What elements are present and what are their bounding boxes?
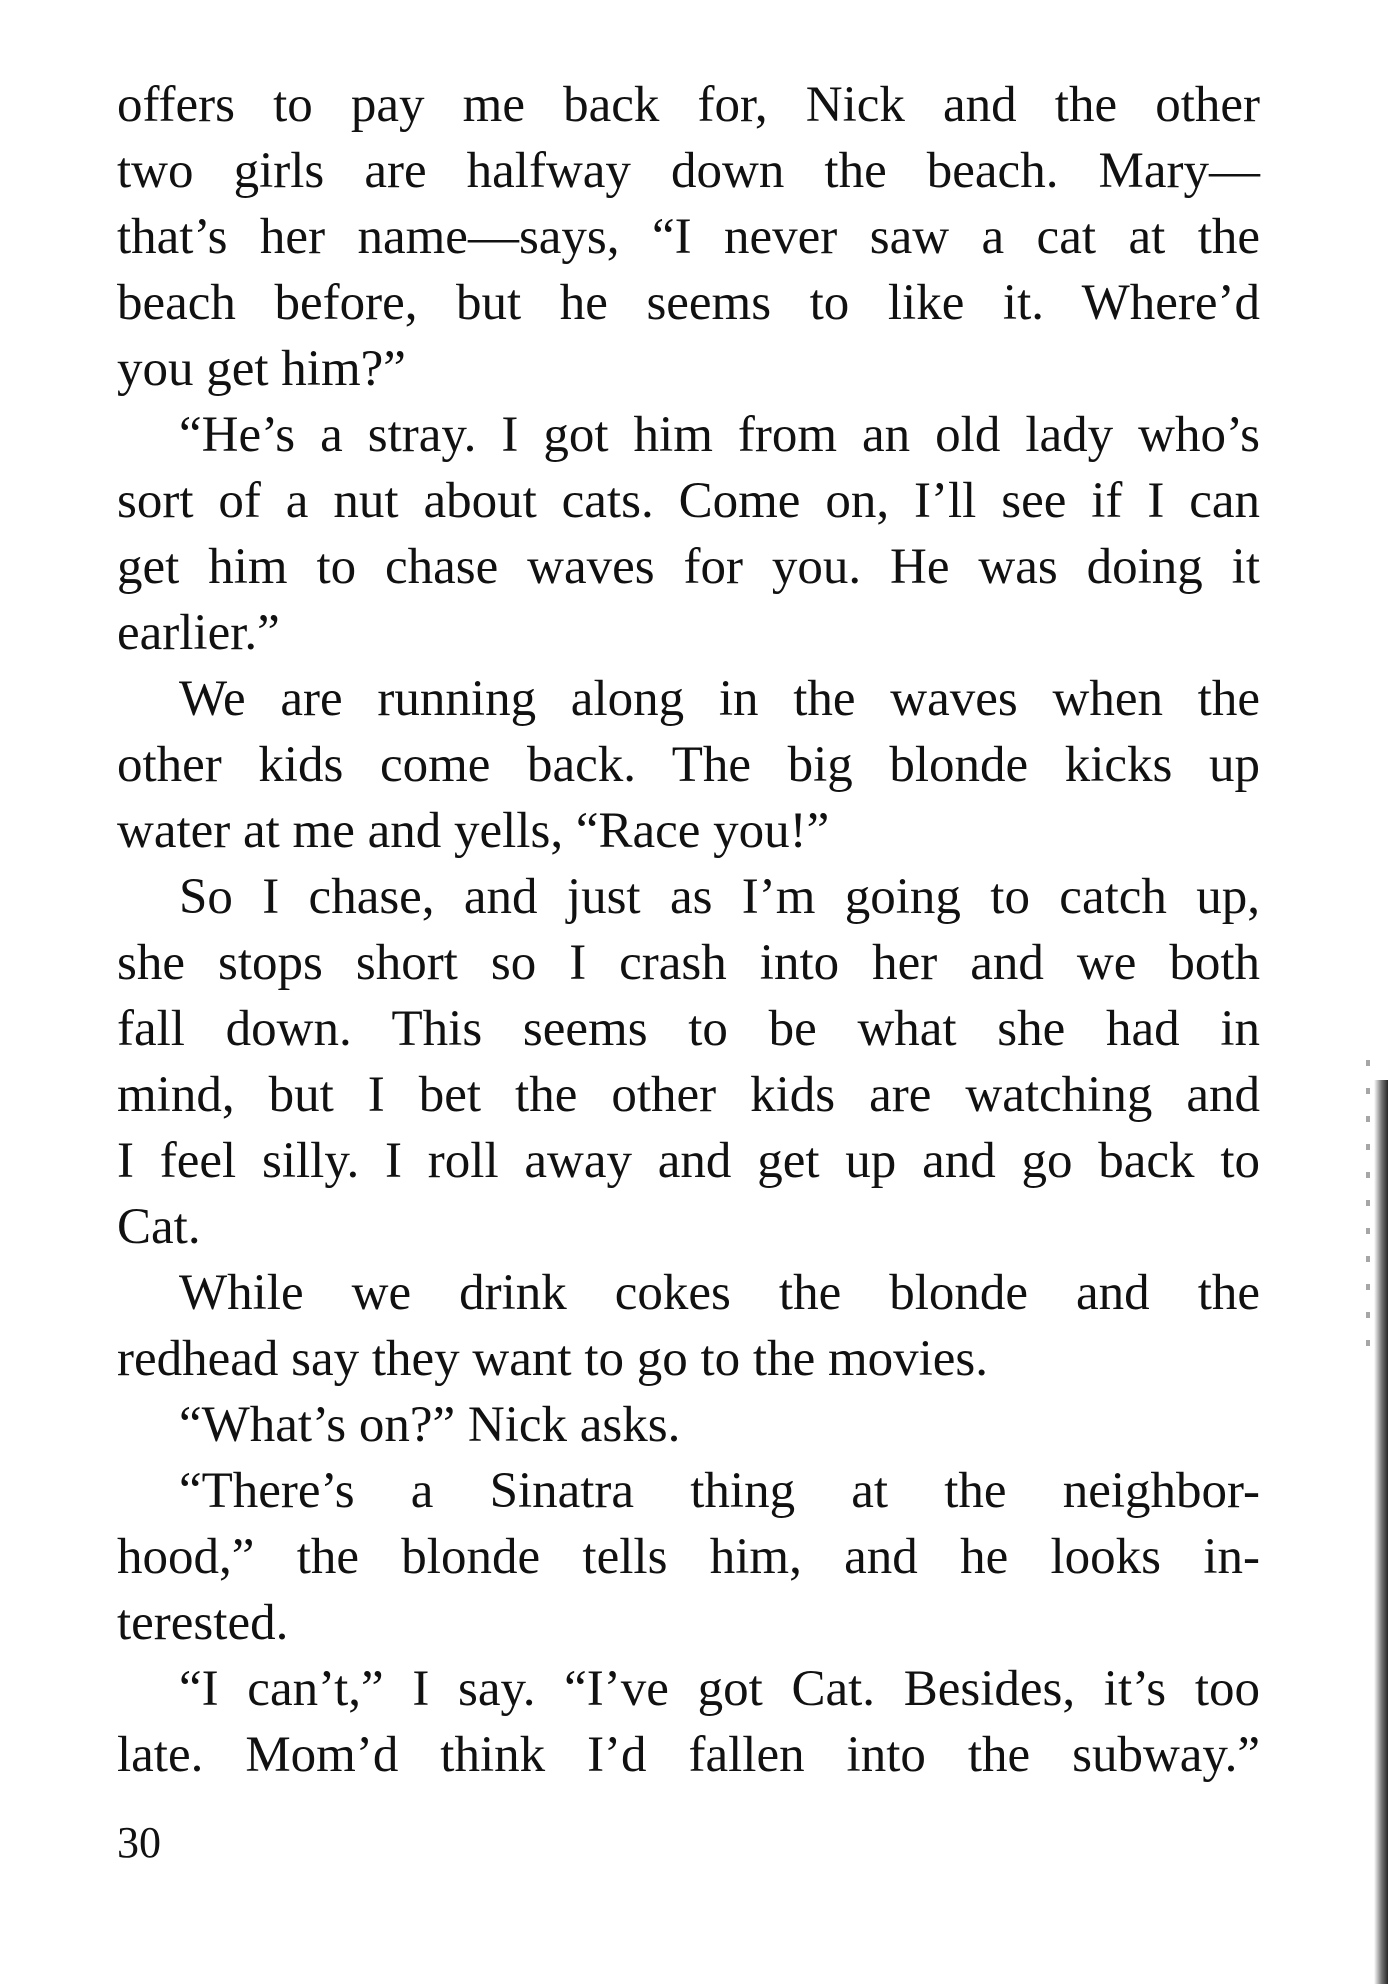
paragraph	[117, 1458, 1260, 1656]
text-line: Cat.	[117, 1199, 201, 1255]
text-line: late. Mom’d think I’d fallen into the subway.”	[117, 1727, 1260, 1783]
text-line: she stops short so I crash into her and we both	[117, 935, 1260, 991]
text-line: mind, but I bet the other kids are watching and	[117, 1067, 1260, 1123]
text-line: get him to chase waves for you. He was doing it	[117, 539, 1260, 595]
paragraph	[117, 1260, 1260, 1392]
text-line: you get him?”	[117, 341, 406, 397]
text-line: We are running along in the waves when the	[179, 671, 1260, 727]
text-line: fall down. This seems to be what she had in	[117, 1001, 1260, 1057]
text-line: hood,” the blonde tells him, and he looks in-	[117, 1529, 1260, 1585]
text-line: sort of a nut about cats. Come on, I’ll see if I can	[117, 473, 1260, 529]
paragraph	[117, 402, 1260, 666]
body-text	[117, 72, 1260, 1788]
text-line: earlier.”	[117, 605, 280, 661]
text-line: “He’s a stray. I got him from an old lady who’s	[179, 407, 1260, 463]
text-line: “What’s on?” Nick asks.	[179, 1397, 681, 1453]
text-line: beach before, but he seems to like it. Where’d	[117, 275, 1260, 331]
text-line: that’s her name—says, “I never saw a cat at the	[117, 209, 1260, 265]
text-line: “There’s a Sinatra thing at the neighbor-	[179, 1463, 1260, 1519]
paragraph	[117, 864, 1260, 1260]
text-line: “I can’t,” I say. “I’ve got Cat. Besides, it’s too	[179, 1661, 1260, 1717]
text-line: I feel silly. I roll away and get up and go back to	[117, 1133, 1260, 1189]
text-line: offers to pay me back for, Nick and the other	[117, 77, 1260, 133]
page-edge-shadow	[1374, 1080, 1388, 1984]
paragraph	[117, 1656, 1260, 1788]
text-line: So I chase, and just as I’m going to catch up,	[179, 869, 1260, 925]
paragraph	[117, 72, 1260, 402]
text-line: redhead say they want to go to the movies.	[117, 1331, 989, 1387]
page-number: 30	[117, 1818, 161, 1867]
text-line: other kids come back. The big blonde kicks up	[117, 737, 1260, 793]
text-line: While we drink cokes the blonde and the	[179, 1265, 1260, 1321]
text-line: water at me and yells, “Race you!”	[117, 803, 830, 859]
page-edge-flecks	[1366, 1060, 1370, 1360]
text-line: two girls are halfway down the beach. Mary—	[117, 143, 1260, 199]
paragraph	[117, 666, 1260, 864]
text-line: terested.	[117, 1595, 289, 1651]
paragraph	[117, 1392, 1260, 1458]
